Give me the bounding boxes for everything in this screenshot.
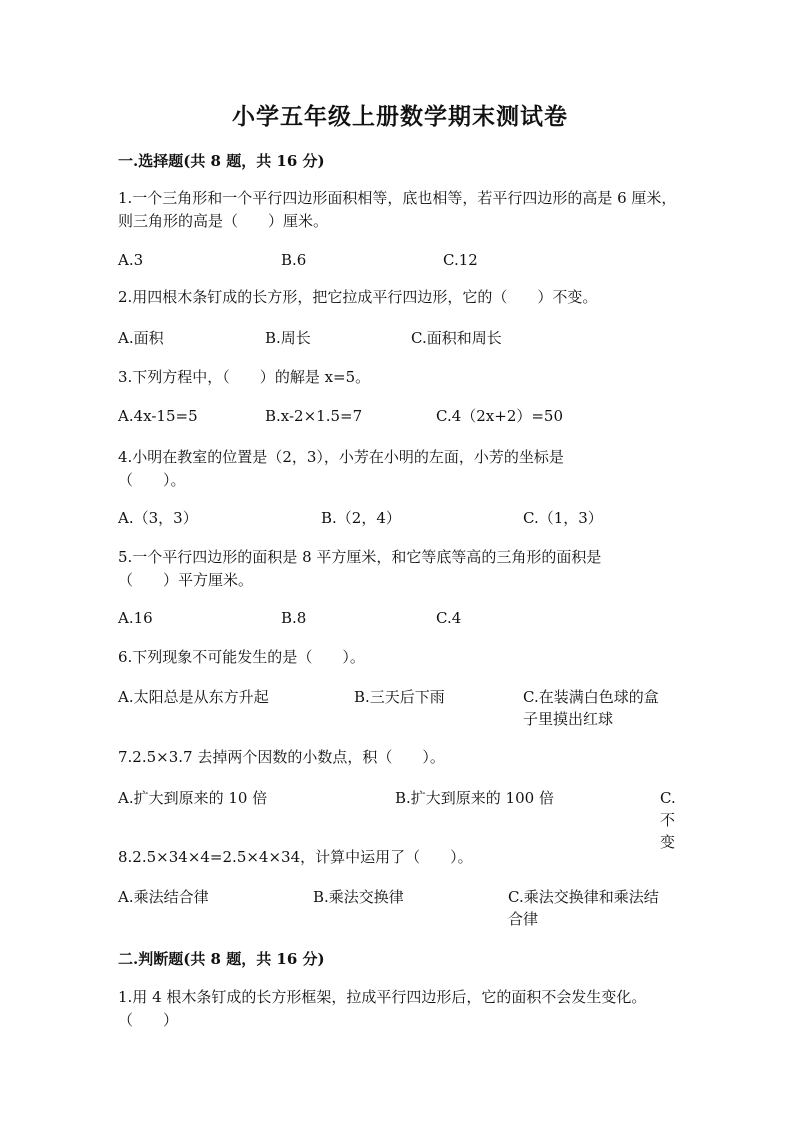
judge-question-1: 1.用 4 根木条钉成的长方形框架，拉成平行四边形后，它的面积不会发生变化。（ ） bbox=[118, 988, 647, 1029]
q2-option-a: A.面积 bbox=[118, 329, 164, 347]
q6-option-b: B.三天后下雨 bbox=[354, 688, 445, 706]
q7-option-b: B.扩大到原来的 100 倍 bbox=[395, 789, 554, 807]
q7-option-a: A.扩大到原来的 10 倍 bbox=[118, 789, 268, 807]
q5-option-c: C.4 bbox=[436, 609, 462, 627]
q3-option-a: A.4x-15=5 bbox=[118, 407, 198, 425]
q7-option-c: C.不变 bbox=[660, 789, 676, 851]
q1-option-b: B.6 bbox=[281, 251, 307, 269]
question-2: 2.用四根木条钉成的长方形，把它拉成平行四边形，它的（ ）不变。 bbox=[118, 288, 598, 306]
q3-option-c: C.4（2x+2）=50 bbox=[436, 407, 564, 425]
q5-option-b: B.8 bbox=[281, 609, 307, 627]
section-heading-choice: 一.选择题(共 8 题，共 16 分) bbox=[118, 152, 325, 170]
q4-option-b: B.（2，4） bbox=[321, 509, 401, 527]
question-7: 7.2.5×3.7 去掉两个因数的小数点，积（ ）。 bbox=[118, 748, 445, 766]
section-heading-true-false: 二.判断题(共 8 题，共 16 分) bbox=[118, 950, 325, 968]
question-4: 4.小明在教室的位置是（2，3），小芳在小明的左面，小芳的坐标是（ ）。 bbox=[118, 448, 564, 489]
question-8: 8.2.5×34×4=2.5×4×34，计算中运用了（ ）。 bbox=[118, 848, 473, 866]
q1-option-c: C.12 bbox=[443, 251, 478, 269]
q6-option-c: C.在装满白色球的盒子里摸出红球 bbox=[523, 688, 659, 728]
q3-option-b: B.x-2×1.5=7 bbox=[265, 407, 363, 425]
page-title: 小学五年级上册数学期末测试卷 bbox=[232, 103, 568, 130]
q1-option-a: A.3 bbox=[118, 251, 144, 269]
q6-option-a: A.太阳总是从东方升起 bbox=[118, 688, 269, 706]
q8-option-a: A.乘法结合律 bbox=[118, 888, 209, 906]
question-5: 5.一个平行四边形的面积是 8 平方厘米，和它等底等高的三角形的面积是（ ）平方厘米。 bbox=[118, 548, 602, 589]
q2-option-c: C.面积和周长 bbox=[411, 329, 502, 347]
question-1: 1.一个三角形和一个平行四边形面积相等，底也相等，若平行四边形的高是 6 厘米，则三角形的高是（ ）厘米。 bbox=[118, 189, 677, 230]
question-3: 3.下列方程中，（ ）的解是 x=5。 bbox=[118, 368, 371, 386]
q5-option-a: A.16 bbox=[118, 609, 153, 627]
question-6: 6.下列现象不可能发生的是（ ）。 bbox=[118, 648, 365, 666]
q4-option-a: A.（3，3） bbox=[118, 509, 198, 527]
q4-option-c: C.（1，3） bbox=[523, 509, 603, 527]
q8-option-c: C.乘法交换律和乘法结合律 bbox=[508, 888, 659, 928]
q2-option-b: B.周长 bbox=[265, 329, 311, 347]
q8-option-b: B.乘法交换律 bbox=[313, 888, 404, 906]
